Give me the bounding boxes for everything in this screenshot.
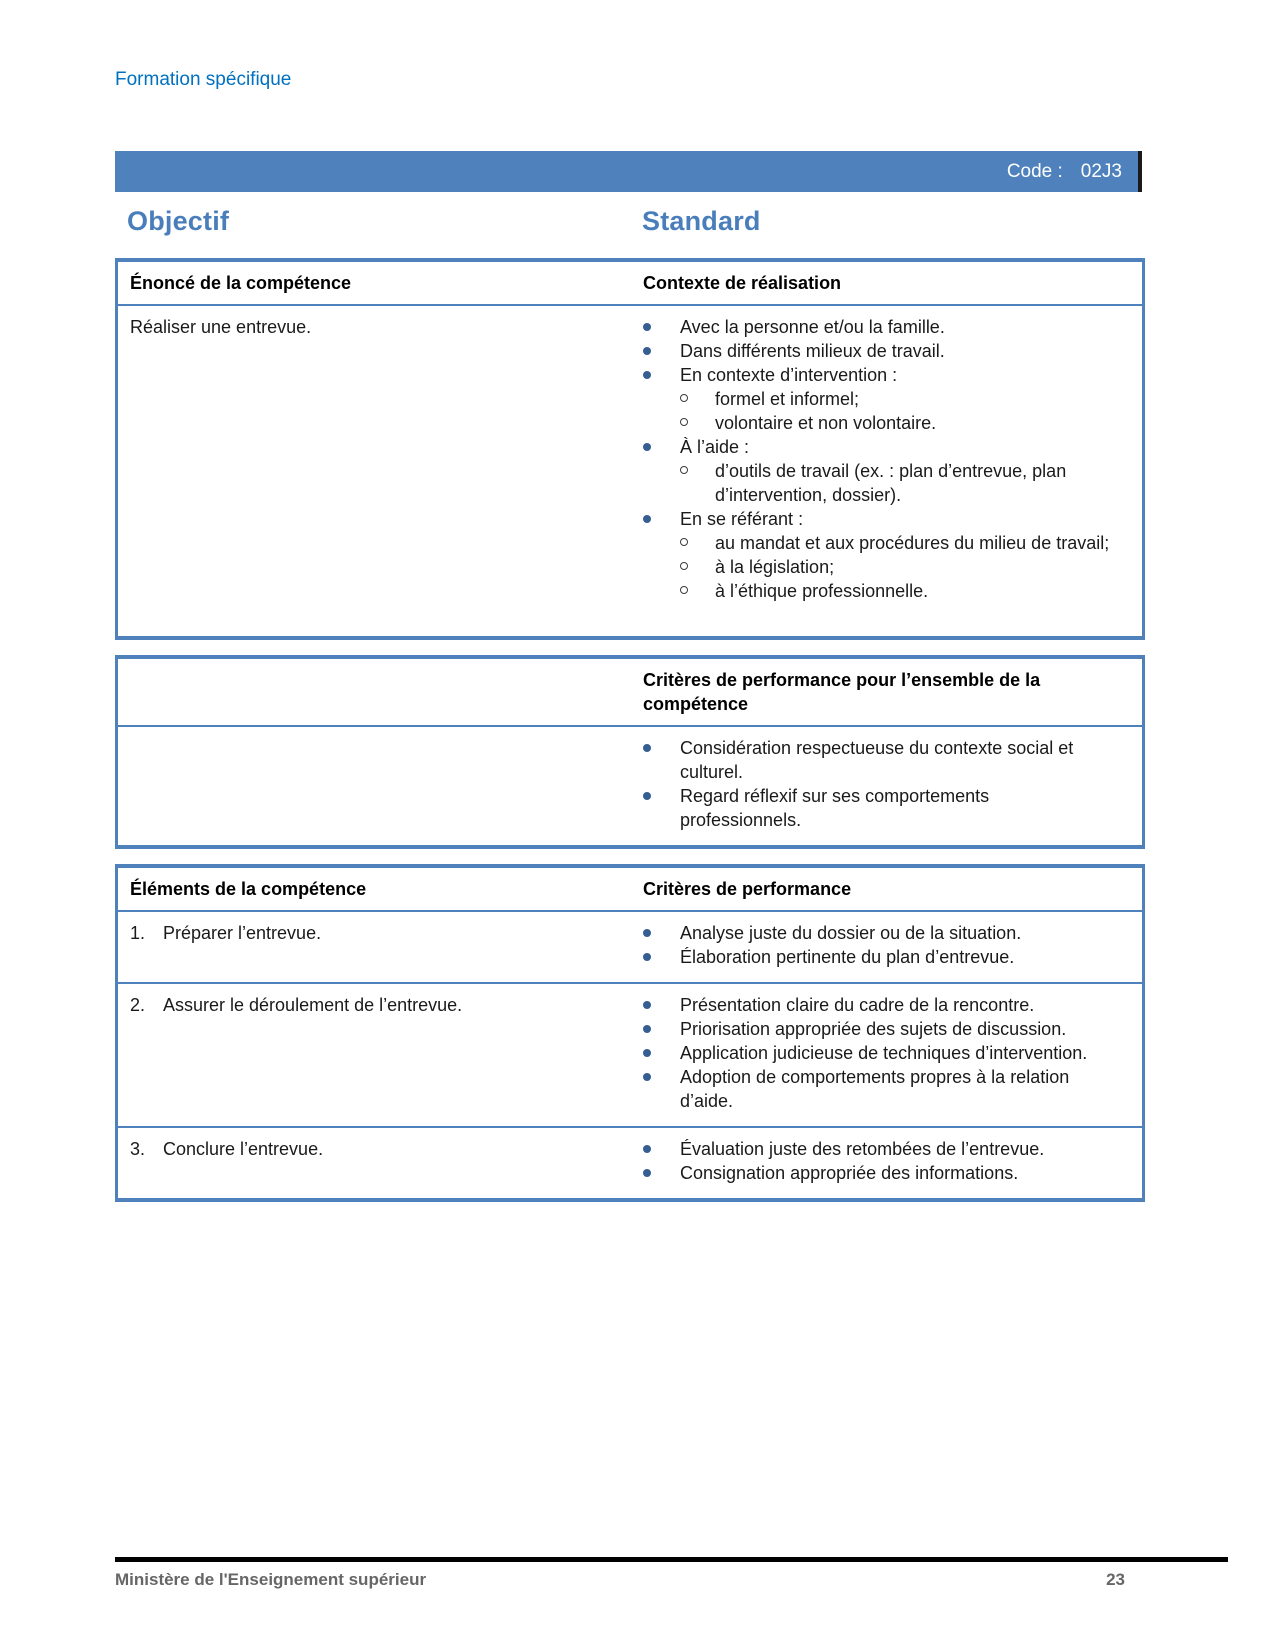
criteria-cell — [630, 984, 1142, 1126]
sub-list-item — [680, 579, 1110, 603]
competence-context-table — [115, 258, 1145, 640]
global-criteria-list — [630, 727, 1142, 845]
list-item-text: Présentation claire du cadre de la rencontre. — [680, 995, 1035, 1015]
list-item-text: Élaboration pertinente du plan d’entrevue. — [680, 947, 1015, 967]
criteria-cell — [630, 912, 1142, 982]
list-item-text: Considération respectueuse du contexte social et culturel. — [680, 738, 1074, 782]
sub-list-item-text: d’outils de travail (ex. : plan d’entrevue, plan d’intervention, dossier). — [715, 461, 1067, 505]
list-item-text: Avec la personne et/ou la famille. — [680, 317, 945, 337]
list-item-text: Priorisation appropriée des sujets de discussion. — [680, 1019, 1067, 1039]
element-text: Assurer le déroulement de l’entrevue. — [163, 995, 463, 1015]
footer-page-number: 23 — [1106, 1570, 1125, 1589]
table-body-row — [118, 727, 1142, 845]
list-item — [643, 1161, 1110, 1185]
code-label: Code : — [1006, 160, 1063, 182]
list-item — [643, 435, 1110, 459]
list-item — [643, 993, 1110, 1017]
bullet-dot-icon — [643, 993, 680, 1017]
bullet-dot-icon — [643, 736, 680, 784]
element-cell — [118, 984, 630, 1126]
bullet-dot-icon — [643, 507, 680, 531]
criteria-cell — [630, 1128, 1142, 1198]
empty-body-cell — [118, 727, 630, 845]
global-criteria-header: Critères de performance pour l’ensemble de la compétence — [643, 670, 1041, 714]
enonce-header: Énoncé de la compétence — [130, 273, 352, 293]
contexte-header: Contexte de réalisation — [643, 273, 842, 293]
bullet-circle-icon — [680, 555, 715, 579]
footer-rule — [115, 1557, 1228, 1562]
bullet-dot-icon — [643, 363, 680, 387]
criteria-header: Critères de performance — [643, 879, 852, 899]
element-number: 1. — [130, 923, 146, 943]
bullet-dot-icon — [643, 1161, 680, 1185]
element-text: Conclure l’entrevue. — [163, 1139, 324, 1159]
context-list — [630, 306, 1142, 636]
bullet-dot-icon — [643, 1017, 680, 1041]
bullet-dot-icon — [643, 435, 680, 459]
list-item-text: En se référant : — [680, 509, 804, 529]
global-criteria-table — [115, 655, 1145, 849]
page-footer — [115, 1557, 1228, 1591]
bullet-circle-icon — [680, 411, 715, 435]
empty-header-cell — [118, 659, 630, 725]
bullet-dot-icon — [643, 945, 680, 969]
bullet-dot-icon — [643, 315, 680, 339]
bullet-dot-icon — [643, 921, 680, 945]
bullet-dot-icon — [643, 1137, 680, 1161]
list-item — [643, 945, 1110, 969]
table-header-row — [118, 659, 1142, 727]
standard-heading: Standard — [642, 206, 761, 236]
list-item — [643, 784, 1110, 832]
list-item — [643, 736, 1110, 784]
objectif-heading: Objectif — [127, 206, 230, 236]
sub-list-item — [680, 459, 1110, 507]
list-item-text: Évaluation juste des retombées de l’entrevue. — [680, 1139, 1045, 1159]
bullet-dot-icon — [643, 1065, 680, 1113]
element-cell — [118, 1128, 630, 1198]
list-item — [643, 1065, 1110, 1113]
element-row-1 — [118, 912, 1142, 984]
sub-list-item — [680, 411, 1110, 435]
list-item-text: Adoption de comportements propres à la relation d’aide. — [680, 1067, 1070, 1111]
list-item-text: Analyse juste du dossier ou de la situation. — [680, 923, 1022, 943]
bullet-circle-icon — [680, 387, 715, 411]
element-cell — [118, 912, 630, 982]
table-header-row — [118, 868, 1142, 912]
element-text: Préparer l’entrevue. — [163, 923, 322, 943]
sub-list-item-text: à la législation; — [715, 557, 835, 577]
list-item — [643, 1041, 1110, 1065]
list-item — [643, 1017, 1110, 1041]
list-item — [643, 507, 1110, 531]
list-item-text: À l’aide : — [680, 437, 750, 457]
list-item-text: Dans différents milieux de travail. — [680, 341, 945, 361]
bullet-dot-icon — [643, 1041, 680, 1065]
bullet-circle-icon — [680, 531, 715, 555]
list-item-text: Application judicieuse de techniques d’intervention. — [680, 1043, 1088, 1063]
sub-list-item — [680, 531, 1110, 555]
sub-list-item-text: à l’éthique professionnelle. — [715, 581, 929, 601]
bullet-circle-icon — [680, 459, 715, 507]
bullet-dot-icon — [643, 784, 680, 832]
footer-ministry-label: Ministère de l'Enseignement supérieur — [115, 1570, 427, 1589]
list-item — [643, 363, 1110, 387]
element-row-2 — [118, 984, 1142, 1128]
list-item — [643, 339, 1110, 363]
competence-statement: Réaliser une entrevue. — [130, 317, 312, 337]
code-value: 02J3 — [1080, 160, 1122, 182]
sub-list-item — [680, 555, 1110, 579]
sub-list-item-text: formel et informel; — [715, 389, 860, 409]
table-body-row — [118, 306, 1142, 636]
code-banner — [115, 151, 1142, 192]
table-header-row — [118, 262, 1142, 306]
element-row-3 — [118, 1128, 1142, 1198]
elements-criteria-table — [115, 864, 1145, 1202]
list-item — [643, 921, 1110, 945]
bullet-circle-icon — [680, 579, 715, 603]
bullet-dot-icon — [643, 339, 680, 363]
list-item-text: Regard réflexif sur ses comportements professionnels. — [680, 786, 990, 830]
elements-header: Éléments de la compétence — [130, 879, 367, 899]
element-number: 3. — [130, 1139, 146, 1159]
sub-list-item-text: volontaire et non volontaire. — [715, 413, 937, 433]
element-number: 2. — [130, 995, 146, 1015]
section-label: Formation spécifique — [115, 69, 292, 90]
list-item — [643, 1137, 1110, 1161]
list-item-text: Consignation appropriée des informations. — [680, 1163, 1019, 1183]
sub-list-item — [680, 387, 1110, 411]
list-item — [643, 315, 1110, 339]
list-item-text: En contexte d’intervention : — [680, 365, 898, 385]
sub-list-item-text: au mandat et aux procédures du milieu de travail; — [715, 533, 1110, 553]
column-headings — [115, 206, 1145, 238]
